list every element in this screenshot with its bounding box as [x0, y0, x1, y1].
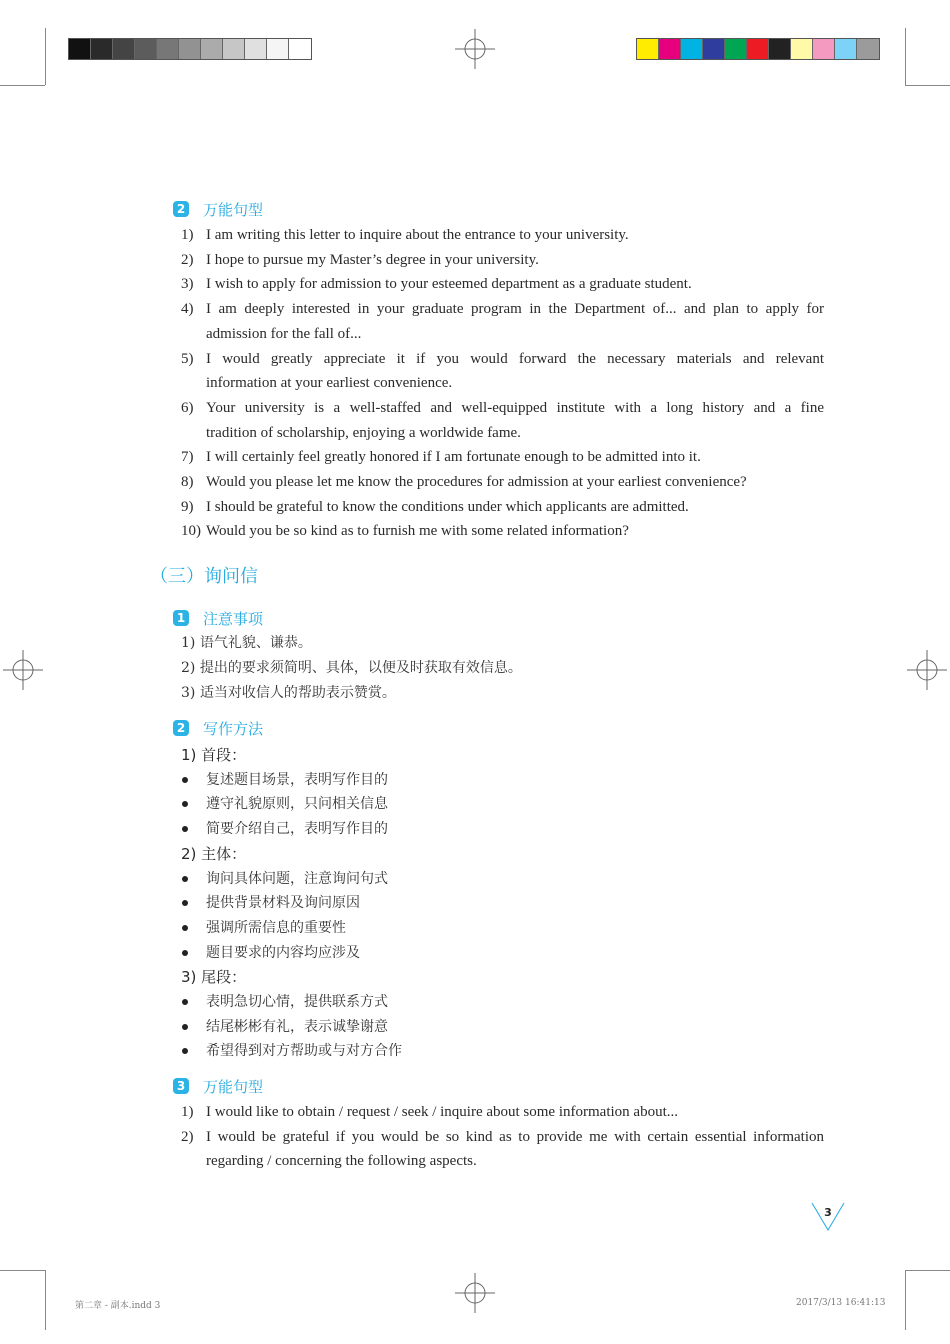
method-group-label: 3) 尾段： [181, 968, 247, 987]
color-swatch [201, 39, 223, 59]
color-swatch [289, 39, 311, 59]
bullet-icon [182, 950, 188, 956]
registration-mark-bottom-icon [455, 1273, 495, 1313]
sentence-text: I am writing this letter to inquire about the entrance to your university. [206, 227, 629, 243]
sentence-number: 7) [181, 449, 194, 466]
method-bullet-text: 遵守礼貌原则，只问相关信息 [206, 796, 388, 813]
sentence-text: I would be grateful if you would be so kind as to provide me with certain essential information [206, 1128, 824, 1145]
sentence-text: Your university is a well-staffed and well-equipped institute with a long history and a fine [206, 399, 824, 416]
color-swatch [725, 39, 747, 59]
bullet-icon [182, 876, 188, 882]
method-bullet-text: 简要介绍自己，表明写作目的 [206, 821, 388, 838]
color-swatch [835, 39, 857, 59]
note-item: 3) 适当对收信人的帮助表示赞赏。 [181, 685, 396, 701]
sentence-number: 3) [181, 276, 194, 293]
registration-mark-right-icon [907, 650, 947, 690]
method-bullet-text: 表明急切心情，提供联系方式 [206, 994, 388, 1010]
section-number-badge: 2 [173, 720, 189, 736]
section-title: 注意事项 [203, 610, 264, 628]
color-swatch [769, 39, 791, 59]
color-swatch [681, 39, 703, 59]
sentence-continuation: information at your earliest convenience. [206, 375, 453, 392]
method-bullet-text: 结尾彬彬有礼，表示诚挚谢意 [206, 1018, 388, 1035]
registration-mark-left-icon [3, 650, 43, 690]
sentence-number: 10) [181, 523, 201, 540]
sentence-text: I wish to apply for admission to your esteemed department as a graduate student. [206, 276, 692, 293]
color-swatch [69, 39, 91, 59]
bullet-icon [182, 826, 188, 832]
bullet-icon [182, 925, 188, 931]
section-number-badge: 1 [173, 610, 189, 626]
color-swatch [223, 39, 245, 59]
sentence-number: 6) [181, 399, 194, 416]
sentence-number: 9) [181, 498, 194, 515]
method-bullet-text: 提供背景材料及询问原因 [206, 895, 360, 912]
method-group-label: 1) 首段： [181, 746, 247, 764]
color-swatch [659, 39, 681, 59]
sentence-continuation: tradition of scholarship, enjoying a worldwide fame. [206, 424, 521, 441]
sentence-text: I would greatly appreciate it if you would forward the necessary materials and relevant [206, 350, 824, 367]
bullet-icon [182, 1048, 188, 1054]
method-bullet-text: 强调所需信息的重要性 [206, 919, 346, 936]
sentence-number: 1) [181, 1104, 194, 1120]
bullet-icon [182, 1024, 188, 1030]
sentence-text: Would you please let me know the procedures for admission at your earliest convenience? [206, 474, 747, 490]
sentence-number: 5) [181, 350, 194, 367]
sentence-text: I am deeply interested in your graduate program in the Department of... and plan to apply for [206, 301, 824, 318]
process-color-bar [636, 38, 880, 60]
sentence-number: 8) [181, 474, 194, 490]
method-bullet-text: 询问具体问题，注意询问句式 [206, 870, 388, 887]
method-bullet-text: 复述题目场景，表明写作目的 [206, 771, 388, 788]
color-swatch [637, 39, 659, 59]
color-swatch [857, 39, 879, 59]
sentence-text: Would you be so kind as to furnish me with some related information? [206, 523, 629, 540]
sentence-number: 2) [181, 251, 194, 268]
sentence-number: 2) [181, 1128, 194, 1145]
method-bullet-text: 希望得到对方帮助或与对方合作 [206, 1043, 402, 1060]
sentence-text: I hope to pursue my Master’s degree in your university. [206, 251, 539, 268]
bullet-icon [182, 900, 188, 906]
color-swatch [91, 39, 113, 59]
sentence-continuation: admission for the fall of... [206, 325, 362, 342]
sentence-number: 4) [181, 301, 194, 318]
footer-timestamp: 2017/3/13 16:41:13 [796, 1298, 886, 1308]
color-swatch [791, 39, 813, 59]
section-title: 万能句型 [203, 1078, 264, 1096]
color-swatch [267, 39, 289, 59]
section-title: 写作方法 [203, 720, 264, 738]
bullet-icon [182, 777, 188, 783]
color-swatch [813, 39, 835, 59]
bullet-icon [182, 999, 188, 1005]
note-item: 2) 提出的要求须简明、具体，以便及时获取有效信息。 [181, 660, 522, 676]
sentence-text: I should be grateful to know the conditions under which applicants are admitted. [206, 498, 689, 515]
chapter-heading: （三）询问信 [150, 566, 258, 587]
color-swatch [703, 39, 725, 59]
bullet-icon [182, 801, 188, 807]
section-title: 万能句型 [203, 201, 264, 219]
note-item: 1) 语气礼貌、谦恭。 [181, 635, 312, 651]
sentence-text: I would like to obtain / request / seek / inquire about some information about... [206, 1104, 678, 1120]
footer-filename: 第二章 - 副本.indd 3 [75, 1301, 161, 1311]
method-bullet-text: 题目要求的内容均应涉及 [206, 944, 360, 961]
registration-mark-top-icon [455, 29, 495, 69]
color-swatch [245, 39, 267, 59]
section-number-badge: 3 [173, 1078, 189, 1094]
color-swatch [747, 39, 769, 59]
page-number: 3 [824, 1206, 832, 1219]
sentence-text: I will certainly feel greatly honored if I am fortunate enough to be admitted into it. [206, 449, 701, 466]
sentence-continuation: regarding / concerning the following aspects. [206, 1153, 477, 1170]
color-swatch [179, 39, 201, 59]
grayscale-color-bar [68, 38, 312, 60]
color-swatch [135, 39, 157, 59]
color-swatch [113, 39, 135, 59]
sentence-number: 1) [181, 227, 194, 243]
section-number-badge: 2 [173, 201, 189, 217]
method-group-label: 2) 主体： [181, 844, 247, 863]
color-swatch [157, 39, 179, 59]
